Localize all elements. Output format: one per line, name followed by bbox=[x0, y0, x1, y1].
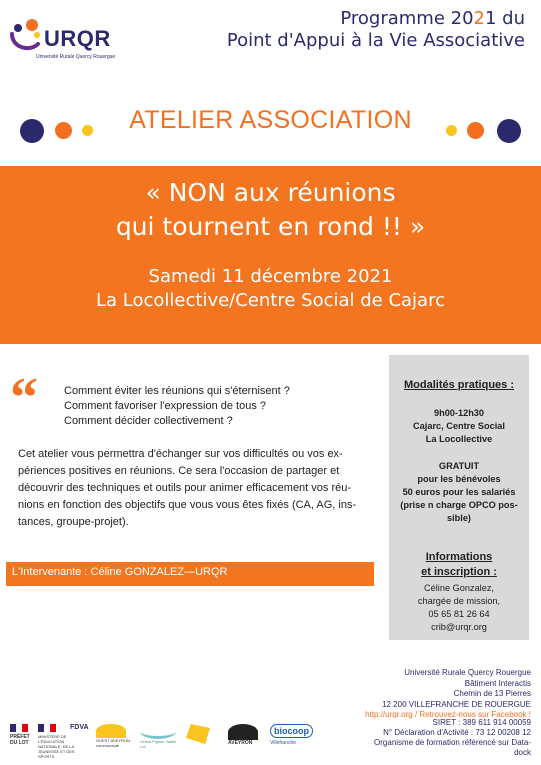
modalites-title: Modalités pratiques : bbox=[403, 379, 515, 391]
atelier-title: ATELIER ASSOCIATION bbox=[129, 106, 412, 134]
quote-icon: “ bbox=[10, 367, 38, 429]
logo-subtitle: Université Rurale Quercy Rouergue bbox=[36, 54, 116, 60]
fdva-logo: FDVA bbox=[70, 724, 89, 731]
speaker-banner: L'Intervenante : Céline GONZALEZ—URQR bbox=[6, 562, 374, 586]
aveyron-crib-logo: AVEYRON bbox=[228, 724, 264, 754]
logo-wordmark: URQR bbox=[44, 26, 111, 51]
contact-title: Informations et inscription : bbox=[421, 551, 497, 578]
event-date-place: Samedi 11 décembre 2021 La Locollective/Centre Social de Cajarc bbox=[96, 266, 445, 311]
question-item: Comment décider collectivement ? bbox=[64, 415, 233, 427]
urqr-logo-mark bbox=[10, 18, 42, 52]
prefet-logo: PRÉFET DU LOT bbox=[10, 724, 36, 754]
contact-block: Céline Gonzalez, chargée de mission, 05 65 81 26 64 crib@urqr.org bbox=[389, 582, 529, 634]
decorative-dot bbox=[467, 122, 484, 139]
price-block: GRATUIT pour les bénévoles 50 euros pour les salariés (prise n charge OPCO pos- sible) bbox=[400, 461, 518, 523]
description-paragraph: Cet atelier vous permettra d'échanger sur vos difficultés ou vos ex- périences positives en réunions. Ce sera l'occasion de partager et découvrir des techniques et outils pour animer efficacement vos réu- nions en fonction des objectifs que vous vous êtes fixés (CA, AG, ins- tances, groupe-projet). bbox=[18, 448, 357, 528]
workshop-title: « NON aux réunions qui tournent en rond !! » bbox=[115, 178, 426, 241]
ministere-logo: MINISTÈRE DE L'ÉDUCATION NATIONALE, DE LA JEUNESSE ET DES SPORTS bbox=[38, 724, 88, 754]
contact-email-link[interactable]: crib@urqr.org bbox=[431, 622, 487, 632]
biocoop-logo: biocoop Villefranche bbox=[270, 724, 320, 754]
question-item: Comment favoriser l'expression de tous ? bbox=[64, 400, 267, 412]
programme-heading: Programme 2021 du Point d'Appui à la Vie Associative bbox=[226, 8, 525, 51]
decorative-dot bbox=[446, 125, 457, 136]
vallee-logo: Grand Figeac Vallée Lot bbox=[140, 724, 180, 754]
questions-list bbox=[64, 384, 290, 429]
schedule-block: 9h00-12h30 Cajarc, Centre Social La Locollective bbox=[413, 408, 505, 444]
question-item: Comment éviter les réunions qui s'éternisent ? bbox=[64, 385, 290, 397]
footer-address: Université Rurale Quercy Rouergue Bâtiment Interactis Chemin de 13 Pierres 12 200 VILLEFRANCHE DE ROUERGUE http://urqr.org / Retrouvez-nous sur Facebook ! bbox=[231, 668, 531, 721]
aveyron-dept-logo bbox=[186, 724, 216, 754]
decorative-dot bbox=[497, 119, 521, 143]
website-link[interactable]: http://urqr.org / Retrouvez-nous sur Facebook ! bbox=[365, 710, 531, 719]
ouest-aveyron-logo: OUEST AVEYRON communauté bbox=[96, 724, 132, 754]
footer-legal: SIRET : 389 611 914 00059 N° Déclaration d'Activité : 73 12 00208 12 Organisme de formation référencé sur Data- dock bbox=[374, 718, 531, 757]
